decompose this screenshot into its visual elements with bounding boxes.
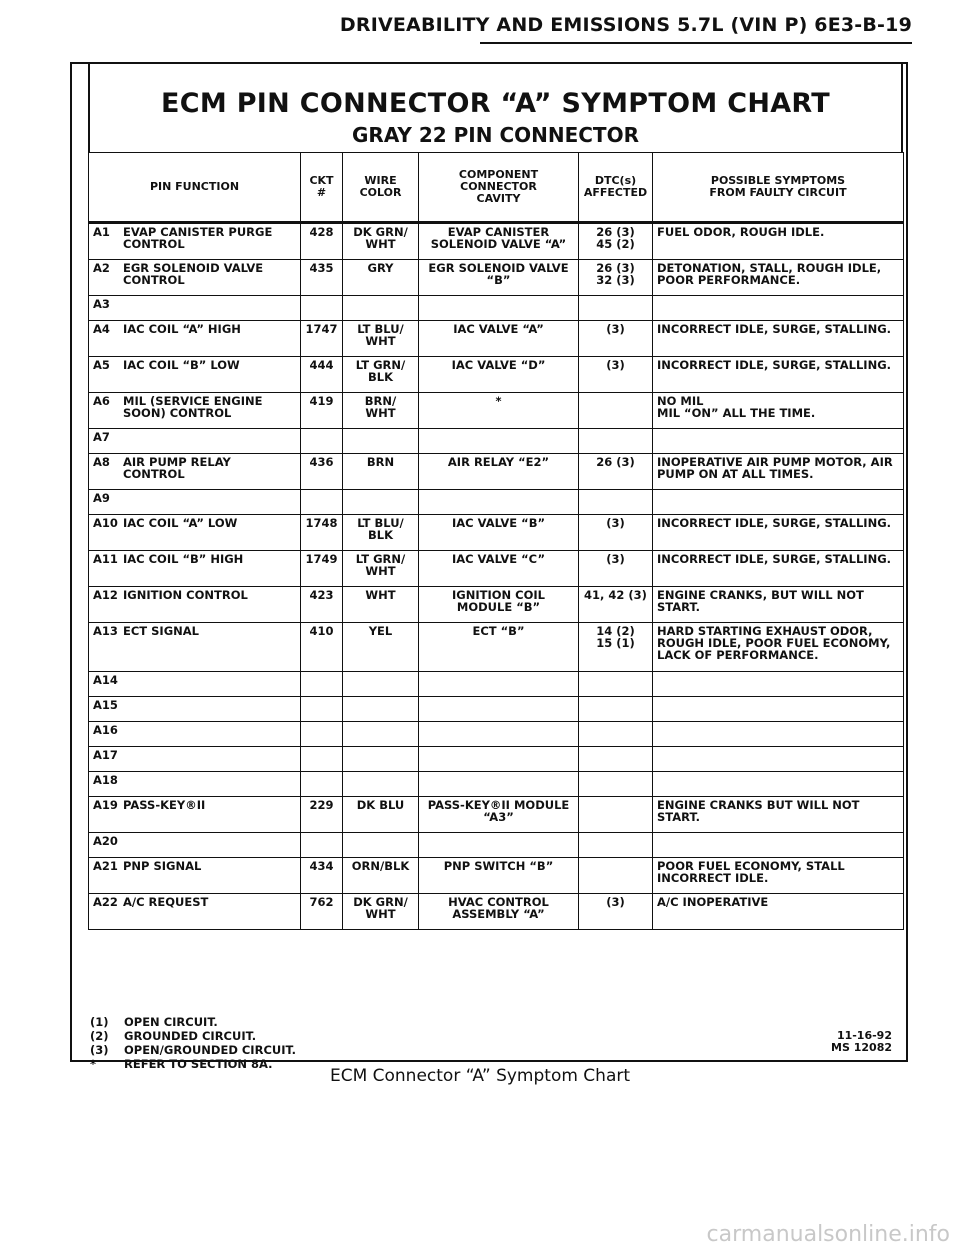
table-row bbox=[89, 429, 904, 454]
pin-function: IAC COIL “A” HIGH bbox=[123, 322, 241, 336]
table-row bbox=[89, 772, 904, 797]
pin-function-cell bbox=[89, 833, 301, 858]
footnote-mark: (1) bbox=[90, 1015, 109, 1029]
pin-id: A16 bbox=[93, 723, 118, 737]
component-cavity: AIR RELAY “E2” bbox=[419, 454, 579, 490]
pin-function: MIL (SERVICE ENGINE SOON) CONTROL bbox=[123, 394, 263, 420]
pin-id: A18 bbox=[93, 773, 118, 787]
pin-function-cell bbox=[89, 623, 301, 672]
pin-id: A15 bbox=[93, 698, 118, 712]
title-block bbox=[88, 62, 903, 152]
footnote-text: OPEN/GROUNDED CIRCUIT. bbox=[124, 1043, 296, 1057]
wire-color bbox=[343, 833, 419, 858]
dtc-affected bbox=[579, 833, 653, 858]
circuit-number: 428 bbox=[301, 223, 343, 260]
column-header-wire-color: WIRE COLOR bbox=[343, 153, 419, 223]
dtc-affected: (3) bbox=[579, 551, 653, 587]
pin-id: A22 bbox=[93, 895, 118, 909]
dtc-affected: 26 (3) 32 (3) bbox=[579, 260, 653, 296]
pin-id: A3 bbox=[93, 297, 110, 311]
pin-id: A21 bbox=[93, 859, 118, 873]
pin-id: A11 bbox=[93, 552, 118, 566]
table-row bbox=[89, 357, 904, 393]
component-cavity bbox=[419, 833, 579, 858]
possible-symptoms: INOPERATIVE AIR PUMP MOTOR, AIR PUMP ON AT ALL TIMES. bbox=[653, 454, 904, 490]
circuit-number: 1748 bbox=[301, 515, 343, 551]
footnote-mark: (2) bbox=[90, 1029, 109, 1043]
component-cavity bbox=[419, 296, 579, 321]
wire-color: YEL bbox=[343, 623, 419, 672]
circuit-number bbox=[301, 672, 343, 697]
pin-id: A2 bbox=[93, 261, 110, 275]
table-row bbox=[89, 296, 904, 321]
wire-color bbox=[343, 697, 419, 722]
dtc-affected: (3) bbox=[579, 321, 653, 357]
reference-number: MS 12082 bbox=[831, 1041, 892, 1054]
possible-symptoms bbox=[653, 833, 904, 858]
wire-color: DK GRN/ WHT bbox=[343, 223, 419, 260]
circuit-number bbox=[301, 429, 343, 454]
column-header-pin-function: PIN FUNCTION bbox=[89, 153, 301, 223]
wire-color: LT GRN/ BLK bbox=[343, 357, 419, 393]
wire-color: BRN/ WHT bbox=[343, 393, 419, 429]
pin-function-cell bbox=[89, 894, 301, 930]
circuit-number bbox=[301, 722, 343, 747]
table-row bbox=[89, 833, 904, 858]
pin-function-cell bbox=[89, 672, 301, 697]
dtc-affected bbox=[579, 296, 653, 321]
pin-id: A8 bbox=[93, 455, 110, 469]
table-row bbox=[89, 894, 904, 930]
wire-color bbox=[343, 772, 419, 797]
pin-function-cell bbox=[89, 587, 301, 623]
column-header-ckt: CKT # bbox=[301, 153, 343, 223]
component-cavity: IAC VALVE “D” bbox=[419, 357, 579, 393]
dtc-affected bbox=[579, 393, 653, 429]
pin-id: A12 bbox=[93, 588, 118, 602]
possible-symptoms: DETONATION, STALL, ROUGH IDLE, POOR PERFORMANCE. bbox=[653, 260, 904, 296]
watermark: carmanualsonline.info bbox=[706, 1222, 950, 1247]
possible-symptoms: FUEL ODOR, ROUGH IDLE. bbox=[653, 223, 904, 260]
dtc-affected: 14 (2) 15 (1) bbox=[579, 623, 653, 672]
component-cavity: EVAP CANISTER SOLENOID VALVE “A” bbox=[419, 223, 579, 260]
wire-color: DK BLU bbox=[343, 797, 419, 833]
dtc-affected: (3) bbox=[579, 357, 653, 393]
table-row bbox=[89, 223, 904, 260]
pin-function-cell bbox=[89, 296, 301, 321]
dtc-affected: (3) bbox=[579, 894, 653, 930]
wire-color: ORN/BLK bbox=[343, 858, 419, 894]
pin-function: IAC COIL “B” LOW bbox=[123, 358, 240, 372]
possible-symptoms bbox=[653, 772, 904, 797]
pin-function: ECT SIGNAL bbox=[123, 624, 199, 638]
pin-function: IAC COIL “A” LOW bbox=[123, 516, 238, 530]
component-cavity bbox=[419, 747, 579, 772]
table-row bbox=[89, 454, 904, 490]
page-header: DRIVEABILITY AND EMISSIONS 5.7L (VIN P) 6E3-B-19 bbox=[339, 14, 912, 36]
dtc-affected bbox=[579, 772, 653, 797]
possible-symptoms: POOR FUEL ECONOMY, STALL INCORRECT IDLE. bbox=[653, 858, 904, 894]
circuit-number: 435 bbox=[301, 260, 343, 296]
component-cavity: EGR SOLENOID VALVE “B” bbox=[419, 260, 579, 296]
pin-function-cell bbox=[89, 797, 301, 833]
component-cavity: * bbox=[419, 393, 579, 429]
component-cavity bbox=[419, 772, 579, 797]
pin-function-cell bbox=[89, 490, 301, 515]
possible-symptoms bbox=[653, 296, 904, 321]
table-row bbox=[89, 858, 904, 894]
chart-subtitle: GRAY 22 PIN CONNECTOR bbox=[352, 123, 639, 147]
possible-symptoms: A/C INOPERATIVE bbox=[653, 894, 904, 930]
table-row bbox=[89, 747, 904, 772]
circuit-number bbox=[301, 747, 343, 772]
pin-id: A4 bbox=[93, 322, 110, 336]
footnote-text: GROUNDED CIRCUIT. bbox=[124, 1029, 257, 1043]
pin-id: A14 bbox=[93, 673, 118, 687]
component-cavity bbox=[419, 672, 579, 697]
circuit-number: 434 bbox=[301, 858, 343, 894]
wire-color: LT BLU/ BLK bbox=[343, 515, 419, 551]
pin-function: PNP SIGNAL bbox=[123, 859, 202, 873]
component-cavity bbox=[419, 697, 579, 722]
circuit-number: 419 bbox=[301, 393, 343, 429]
pin-function-cell bbox=[89, 357, 301, 393]
chart-title: ECM PIN CONNECTOR “A” SYMPTOM CHART bbox=[160, 88, 831, 119]
table-row bbox=[89, 260, 904, 296]
dtc-affected bbox=[579, 797, 653, 833]
pin-id: A5 bbox=[93, 358, 110, 372]
pin-function-cell bbox=[89, 747, 301, 772]
wire-color bbox=[343, 429, 419, 454]
pin-id: A17 bbox=[93, 748, 118, 762]
pin-function: IAC COIL “B” HIGH bbox=[123, 552, 244, 566]
footnote bbox=[90, 1015, 296, 1029]
pin-function: EVAP CANISTER PURGE CONTROL bbox=[123, 225, 273, 251]
possible-symptoms: NO MIL MIL “ON” ALL THE TIME. bbox=[653, 393, 904, 429]
circuit-number: 1749 bbox=[301, 551, 343, 587]
wire-color: BRN bbox=[343, 454, 419, 490]
table-row bbox=[89, 490, 904, 515]
dtc-affected: 41, 42 (3) bbox=[579, 587, 653, 623]
footnotes bbox=[90, 1015, 296, 1071]
wire-color bbox=[343, 747, 419, 772]
dtc-affected: (3) bbox=[579, 515, 653, 551]
pin-function: EGR SOLENOID VALVE CONTROL bbox=[123, 261, 264, 287]
table-row bbox=[89, 321, 904, 357]
dtc-affected bbox=[579, 697, 653, 722]
pin-function-cell bbox=[89, 515, 301, 551]
pin-function: PASS-KEY®II bbox=[123, 798, 206, 812]
possible-symptoms: ENGINE CRANKS, BUT WILL NOT START. bbox=[653, 587, 904, 623]
dtc-affected: 26 (3) 45 (2) bbox=[579, 223, 653, 260]
pin-function-cell bbox=[89, 772, 301, 797]
pin-function: IGNITION CONTROL bbox=[123, 588, 248, 602]
possible-symptoms bbox=[653, 672, 904, 697]
footnote-text: REFER TO SECTION 8A. bbox=[124, 1057, 273, 1071]
circuit-number bbox=[301, 490, 343, 515]
footnote-text: OPEN CIRCUIT. bbox=[124, 1015, 218, 1029]
footnote-mark: * bbox=[90, 1057, 97, 1071]
possible-symptoms bbox=[653, 722, 904, 747]
wire-color bbox=[343, 672, 419, 697]
circuit-number bbox=[301, 296, 343, 321]
pin-id: A13 bbox=[93, 624, 118, 638]
table-row bbox=[89, 722, 904, 747]
component-cavity: IGNITION COIL MODULE “B” bbox=[419, 587, 579, 623]
column-header-dtc: DTC(s) AFFECTED bbox=[579, 153, 653, 223]
possible-symptoms bbox=[653, 490, 904, 515]
possible-symptoms bbox=[653, 429, 904, 454]
pin-function-cell bbox=[89, 321, 301, 357]
dtc-affected bbox=[579, 672, 653, 697]
circuit-number: 423 bbox=[301, 587, 343, 623]
dtc-affected bbox=[579, 490, 653, 515]
possible-symptoms bbox=[653, 697, 904, 722]
possible-symptoms: INCORRECT IDLE, SURGE, STALLING. bbox=[653, 515, 904, 551]
wire-color: LT GRN/ WHT bbox=[343, 551, 419, 587]
possible-symptoms: ENGINE CRANKS BUT WILL NOT START. bbox=[653, 797, 904, 833]
pin-function-cell bbox=[89, 697, 301, 722]
circuit-number: 762 bbox=[301, 894, 343, 930]
pin-id: A10 bbox=[93, 516, 118, 530]
circuit-number: 410 bbox=[301, 623, 343, 672]
pin-function: A/C REQUEST bbox=[123, 895, 209, 909]
pin-function-cell bbox=[89, 393, 301, 429]
circuit-number bbox=[301, 833, 343, 858]
reference-date: 11-16-92 bbox=[836, 1029, 892, 1042]
reference-code bbox=[831, 1030, 892, 1054]
table-row bbox=[89, 587, 904, 623]
wire-color: GRY bbox=[343, 260, 419, 296]
circuit-number bbox=[301, 772, 343, 797]
column-header-component: COMPONENT CONNECTOR CAVITY bbox=[419, 153, 579, 223]
wire-color bbox=[343, 722, 419, 747]
pin-function: AIR PUMP RELAY CONTROL bbox=[123, 455, 231, 481]
pin-function-cell bbox=[89, 858, 301, 894]
table-row bbox=[89, 551, 904, 587]
dtc-affected: 26 (3) bbox=[579, 454, 653, 490]
circuit-number: 436 bbox=[301, 454, 343, 490]
wire-color: DK GRN/ WHT bbox=[343, 894, 419, 930]
wire-color bbox=[343, 296, 419, 321]
table-row bbox=[89, 697, 904, 722]
footnote-mark: (3) bbox=[90, 1043, 109, 1057]
possible-symptoms: INCORRECT IDLE, SURGE, STALLING. bbox=[653, 321, 904, 357]
pin-function-cell bbox=[89, 223, 301, 260]
component-cavity bbox=[419, 722, 579, 747]
wire-color: WHT bbox=[343, 587, 419, 623]
pin-id: A7 bbox=[93, 430, 110, 444]
circuit-number: 229 bbox=[301, 797, 343, 833]
dtc-affected bbox=[579, 722, 653, 747]
circuit-number bbox=[301, 697, 343, 722]
pin-id: A20 bbox=[93, 834, 118, 848]
pin-function-cell bbox=[89, 722, 301, 747]
figure-caption: ECM Connector “A” Symptom Chart bbox=[329, 1066, 631, 1086]
wire-color: LT BLU/ WHT bbox=[343, 321, 419, 357]
dtc-affected bbox=[579, 747, 653, 772]
table-row bbox=[89, 623, 904, 672]
possible-symptoms: INCORRECT IDLE, SURGE, STALLING. bbox=[653, 551, 904, 587]
wire-color bbox=[343, 490, 419, 515]
pin-id: A6 bbox=[93, 394, 110, 408]
component-cavity: IAC VALVE “A” bbox=[419, 321, 579, 357]
component-cavity bbox=[419, 429, 579, 454]
possible-symptoms bbox=[653, 747, 904, 772]
pin-id: A19 bbox=[93, 798, 118, 812]
component-cavity: PNP SWITCH “B” bbox=[419, 858, 579, 894]
component-cavity: IAC VALVE “C” bbox=[419, 551, 579, 587]
table-row bbox=[89, 797, 904, 833]
table-row bbox=[89, 672, 904, 697]
pin-table bbox=[88, 152, 904, 930]
pin-function-cell bbox=[89, 429, 301, 454]
column-header-symptoms: POSSIBLE SYMPTOMS FROM FAULTY CIRCUIT bbox=[653, 153, 904, 223]
component-cavity: IAC VALVE “B” bbox=[419, 515, 579, 551]
circuit-number: 1747 bbox=[301, 321, 343, 357]
dtc-affected bbox=[579, 858, 653, 894]
pin-function-cell bbox=[89, 551, 301, 587]
component-cavity bbox=[419, 490, 579, 515]
table-header-row bbox=[89, 153, 904, 223]
component-cavity: PASS-KEY®II MODULE “A3” bbox=[419, 797, 579, 833]
footnote bbox=[90, 1029, 296, 1043]
dtc-affected bbox=[579, 429, 653, 454]
possible-symptoms: INCORRECT IDLE, SURGE, STALLING. bbox=[653, 357, 904, 393]
header-rule bbox=[480, 42, 912, 44]
pin-id: A1 bbox=[93, 225, 110, 239]
footnote bbox=[90, 1043, 296, 1057]
circuit-number: 444 bbox=[301, 357, 343, 393]
component-cavity: ECT “B” bbox=[419, 623, 579, 672]
pin-id: A9 bbox=[93, 491, 110, 505]
table-row bbox=[89, 393, 904, 429]
pin-function-cell bbox=[89, 260, 301, 296]
component-cavity: HVAC CONTROL ASSEMBLY “A” bbox=[419, 894, 579, 930]
possible-symptoms: HARD STARTING EXHAUST ODOR, ROUGH IDLE, POOR FUEL ECONOMY, LACK OF PERFORMANCE. bbox=[653, 623, 904, 672]
pin-function-cell bbox=[89, 454, 301, 490]
table-row bbox=[89, 515, 904, 551]
